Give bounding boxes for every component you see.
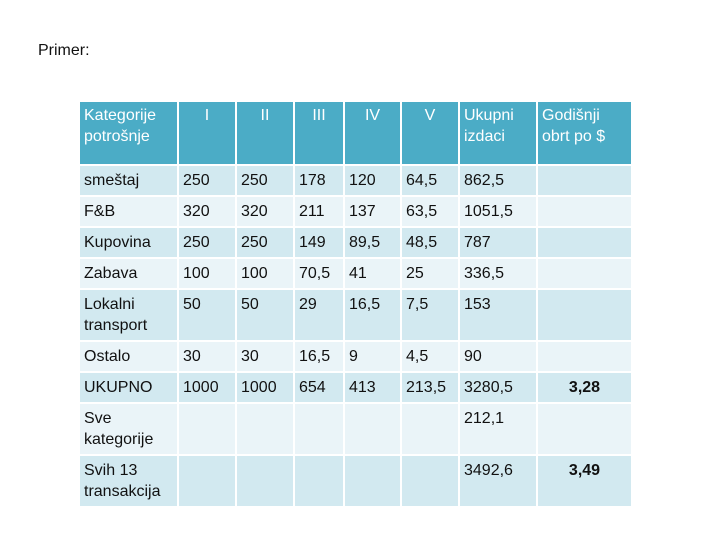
- table-cell: 25: [402, 259, 458, 288]
- table-cell: 9: [345, 342, 400, 371]
- table-cell: [538, 197, 631, 226]
- table-cell: 16,5: [345, 290, 400, 340]
- header-col-5: V: [402, 102, 458, 164]
- table-cell: 90: [460, 342, 536, 371]
- row-label: Ostalo: [80, 342, 177, 371]
- header-col-4: IV: [345, 102, 400, 164]
- header-col-3: III: [295, 102, 343, 164]
- table-cell: 1000: [237, 373, 293, 402]
- table-cell: 336,5: [460, 259, 536, 288]
- table-cell: 4,5: [402, 342, 458, 371]
- table-cell: [538, 228, 631, 257]
- table-cell: 50: [179, 290, 235, 340]
- table-cell: [295, 456, 343, 506]
- table-cell: 178: [295, 166, 343, 195]
- table-row-total: [80, 373, 631, 402]
- table-cell: [402, 404, 458, 454]
- table-cell: 320: [179, 197, 235, 226]
- table-cell: 41: [345, 259, 400, 288]
- table-cell: [538, 166, 631, 195]
- table-cell: [179, 456, 235, 506]
- table-row: [80, 404, 631, 454]
- table-row: [80, 197, 631, 226]
- table-cell: 29: [295, 290, 343, 340]
- example-heading: Primer:: [38, 42, 90, 59]
- header-total-spend: Ukupni izdaci: [460, 102, 536, 164]
- table-row: [80, 456, 631, 506]
- header-category: Kategorije potrošnje: [80, 102, 177, 164]
- table-cell: [295, 404, 343, 454]
- turnover-value: 3,28: [538, 373, 631, 402]
- row-label: UKUPNO: [80, 373, 177, 402]
- row-label: Zabava: [80, 259, 177, 288]
- table-cell: 211: [295, 197, 343, 226]
- table-cell: 70,5: [295, 259, 343, 288]
- table-cell: 100: [179, 259, 235, 288]
- table-cell: 3280,5: [460, 373, 536, 402]
- table-cell: 250: [237, 228, 293, 257]
- table-cell: 48,5: [402, 228, 458, 257]
- table-cell: [345, 456, 400, 506]
- table-cell: 213,5: [402, 373, 458, 402]
- table-row: [80, 259, 631, 288]
- table-cell: [538, 342, 631, 371]
- table-row: [80, 228, 631, 257]
- table-row: [80, 166, 631, 195]
- table-cell: [538, 404, 631, 454]
- header-annual-turnover: Godišnji obrt po $: [538, 102, 631, 164]
- table-cell: 63,5: [402, 197, 458, 226]
- header-col-1: I: [179, 102, 235, 164]
- table-cell: 320: [237, 197, 293, 226]
- table-cell: 16,5: [295, 342, 343, 371]
- table-row: [80, 290, 631, 340]
- table-cell: 250: [237, 166, 293, 195]
- table-cell: [179, 404, 235, 454]
- table-cell: 64,5: [402, 166, 458, 195]
- table-cell: 100: [237, 259, 293, 288]
- spending-table: [78, 100, 633, 508]
- turnover-value: 3,49: [538, 456, 631, 506]
- table-cell: 787: [460, 228, 536, 257]
- table-cell: 89,5: [345, 228, 400, 257]
- table-cell: 3492,6: [460, 456, 536, 506]
- table-cell: 30: [179, 342, 235, 371]
- table-cell: 250: [179, 228, 235, 257]
- table-cell: 153: [460, 290, 536, 340]
- table-cell: 137: [345, 197, 400, 226]
- row-label: Kupovina: [80, 228, 177, 257]
- row-label: Svih 13 transakcija: [80, 456, 177, 506]
- table-cell: 250: [179, 166, 235, 195]
- table-header-row: [80, 102, 631, 164]
- table-cell: [237, 404, 293, 454]
- table-cell: [402, 456, 458, 506]
- table-cell: [237, 456, 293, 506]
- row-label: Lokalni transport: [80, 290, 177, 340]
- table-cell: 654: [295, 373, 343, 402]
- header-col-2: II: [237, 102, 293, 164]
- table-cell: 413: [345, 373, 400, 402]
- table-cell: 50: [237, 290, 293, 340]
- row-label: F&B: [80, 197, 177, 226]
- table-cell: 212,1: [460, 404, 536, 454]
- table-cell: 149: [295, 228, 343, 257]
- table-cell: 30: [237, 342, 293, 371]
- table-cell: 1051,5: [460, 197, 536, 226]
- table-cell: [538, 259, 631, 288]
- table-cell: 7,5: [402, 290, 458, 340]
- row-label: smeštaj: [80, 166, 177, 195]
- table-cell: [538, 290, 631, 340]
- row-label: Sve kategorije: [80, 404, 177, 454]
- table-cell: 1000: [179, 373, 235, 402]
- table-row: [80, 342, 631, 371]
- table-cell: 862,5: [460, 166, 536, 195]
- table-cell: [345, 404, 400, 454]
- table-cell: 120: [345, 166, 400, 195]
